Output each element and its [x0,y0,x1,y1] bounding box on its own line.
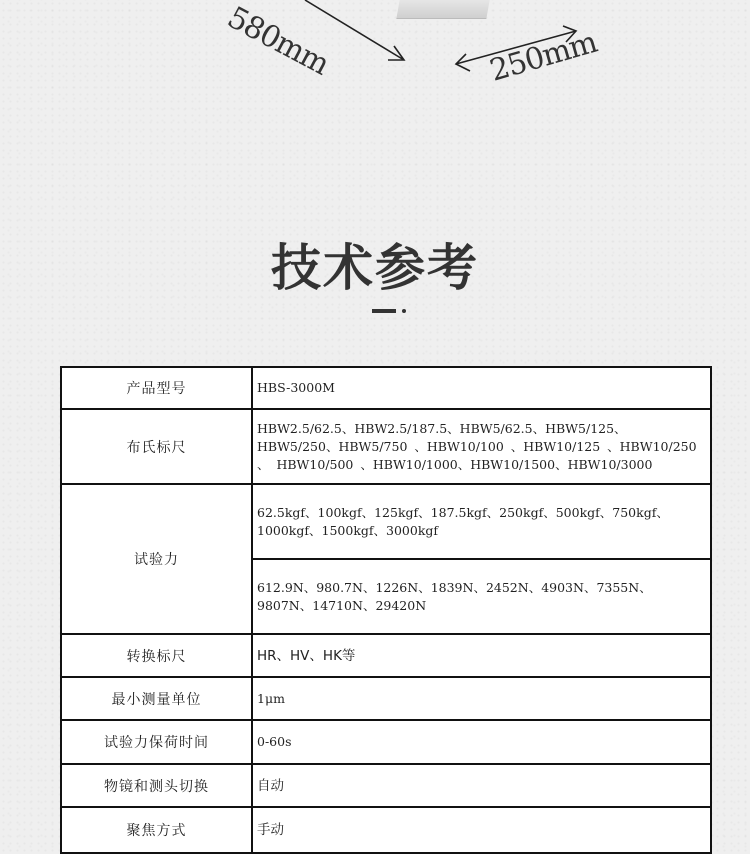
spec-label-dwell-time: 试验力保荷时间 [61,720,252,764]
table-row [61,634,711,677]
spec-value-dwell-time: 0-60s [252,720,711,764]
width-arrow-head-right [563,26,576,42]
spec-table [60,366,712,854]
spec-label-min-unit: 最小测量单位 [61,677,252,720]
table-row [61,367,711,409]
spec-value-test-force-n: 612.9N、980.7N、1226N、1839N、2452N、4903N、7355N、9807N、14710N、29420N [252,559,711,634]
spec-value-model: HBS-3000M [252,367,711,409]
spec-label-objective-switch: 物镜和测头切换 [61,764,252,807]
spec-label-conversion-scale: 转换标尺 [61,634,252,677]
width-arrow-head-left [456,54,470,71]
table-row [61,720,711,764]
table-row [61,484,711,559]
table-row [61,409,711,484]
title-underline-dot [402,309,406,313]
spec-value-focus-mode: 手动 [252,807,711,853]
width-arrow-line [456,31,576,64]
length-arrow-head [388,46,404,60]
section-title: 技术参考 [271,239,479,297]
title-underline-bar [372,309,396,313]
table-row [61,677,711,720]
dimension-diagram [0,0,750,120]
table-row [61,807,711,853]
spec-value-test-force-kgf: 62.5kgf、100kgf、125kgf、187.5kgf、250kgf、500kgf、750kgf、1000kgf、1500kgf、3000kgf [252,484,711,559]
spec-value-conversion-scale: HR、HV、HK等 [252,634,711,677]
spec-label-focus-mode: 聚焦方式 [61,807,252,853]
device-edge-image [396,0,489,19]
spec-label-model: 产品型号 [61,367,252,409]
spec-label-brinell-scale: 布氏标尺 [61,409,252,484]
spec-value-brinell-scale: HBW2.5/62.5、HBW2.5/187.5、HBW5/62.5、HBW5/125、HBW5/250、HBW5/750 、HBW10/100 、HBW10/125 、HBW10/250 、 HBW10/500 、HBW10/1000、HBW10/1500、HBW10/3000 [252,409,711,484]
table-row [61,764,711,807]
length-dimension-label: 580mm [221,0,335,83]
dimension-arrows [0,0,750,120]
width-dimension-label: 250mm [486,24,601,89]
spec-value-objective-switch: 自动 [252,764,711,807]
spec-value-min-unit: 1μm [252,677,711,720]
spec-label-test-force: 试验力 [61,484,252,634]
length-arrow-line [305,0,404,60]
